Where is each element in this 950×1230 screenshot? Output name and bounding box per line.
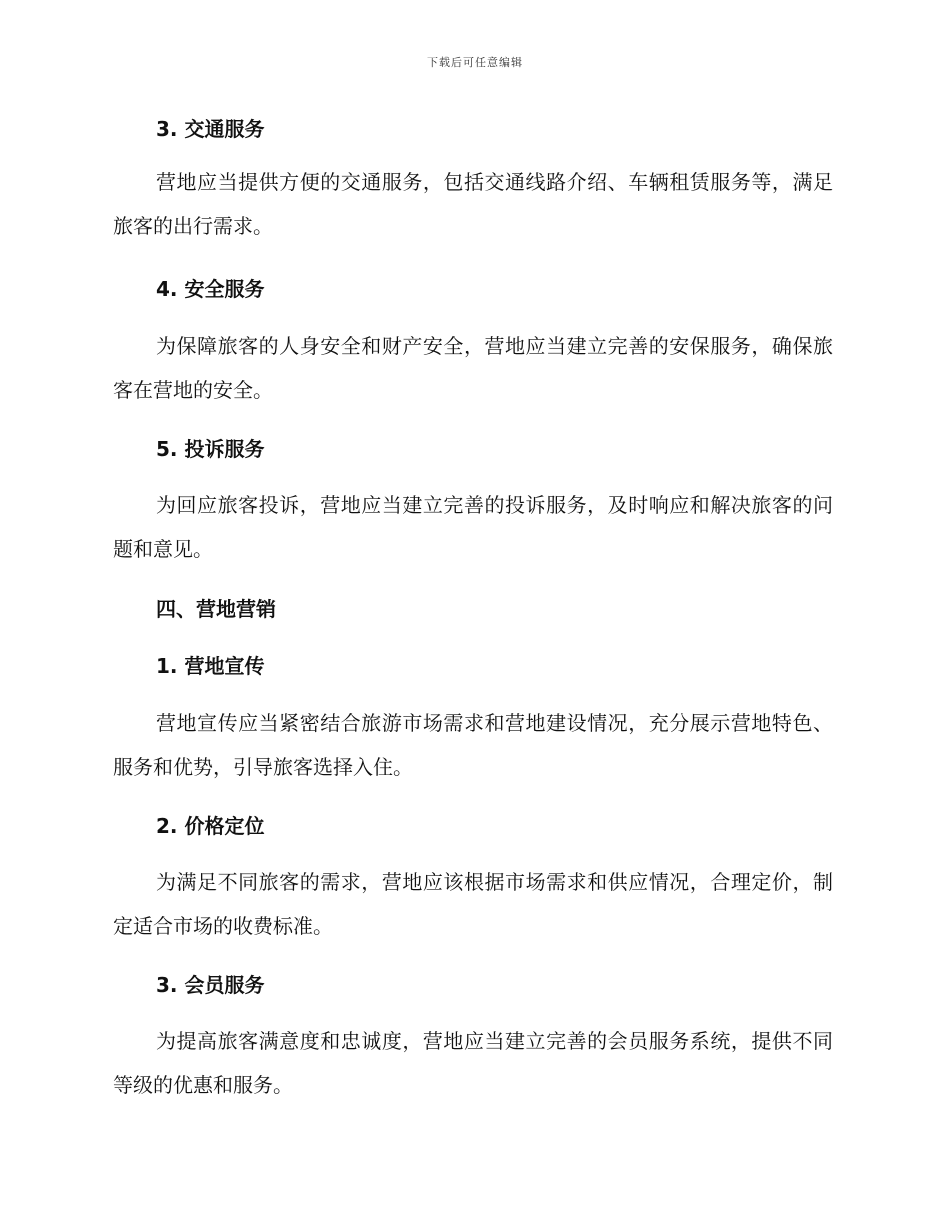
- paragraph-membership: 为提高旅客满意度和忠诚度，营地应当建立完善的会员服务系统，提供不同等级的优惠和服务。: [113, 1029, 833, 1097]
- paragraph-complaints: 为回应旅客投诉，营地应当建立完善的投诉服务，及时响应和解决旅客的问题和意见。: [113, 493, 833, 561]
- page-header-note: 下载后可任意编辑: [427, 56, 523, 69]
- section-heading-safety: 4. 安全服务: [156, 277, 265, 301]
- section-heading-pricing: 2. 价格定位: [156, 814, 265, 838]
- paragraph-pricing: 为满足不同旅客的需求，营地应该根据市场需求和供应情况，合理定价，制定适合市场的收费标准。: [113, 870, 833, 938]
- paragraph-safety: 为保障旅客的人身安全和财产安全，营地应当建立完善的安保服务，确保旅客在营地的安全。: [113, 334, 833, 402]
- paragraph-promotion: 营地宣传应当紧密结合旅游市场需求和营地建设情况，充分展示营地特色、服务和优势，引导旅客选择入住。: [113, 711, 833, 779]
- section-heading-transport: 3. 交通服务: [156, 117, 265, 141]
- section-heading-membership: 3. 会员服务: [156, 973, 265, 997]
- section-heading-promotion: 1. 营地宣传: [156, 654, 265, 678]
- chapter-heading-marketing: 四、营地营销: [156, 597, 276, 621]
- paragraph-transport: 营地应当提供方便的交通服务，包括交通线路介绍、车辆租赁服务等，满足旅客的出行需求。: [113, 170, 833, 238]
- section-heading-complaints: 5. 投诉服务: [156, 437, 265, 461]
